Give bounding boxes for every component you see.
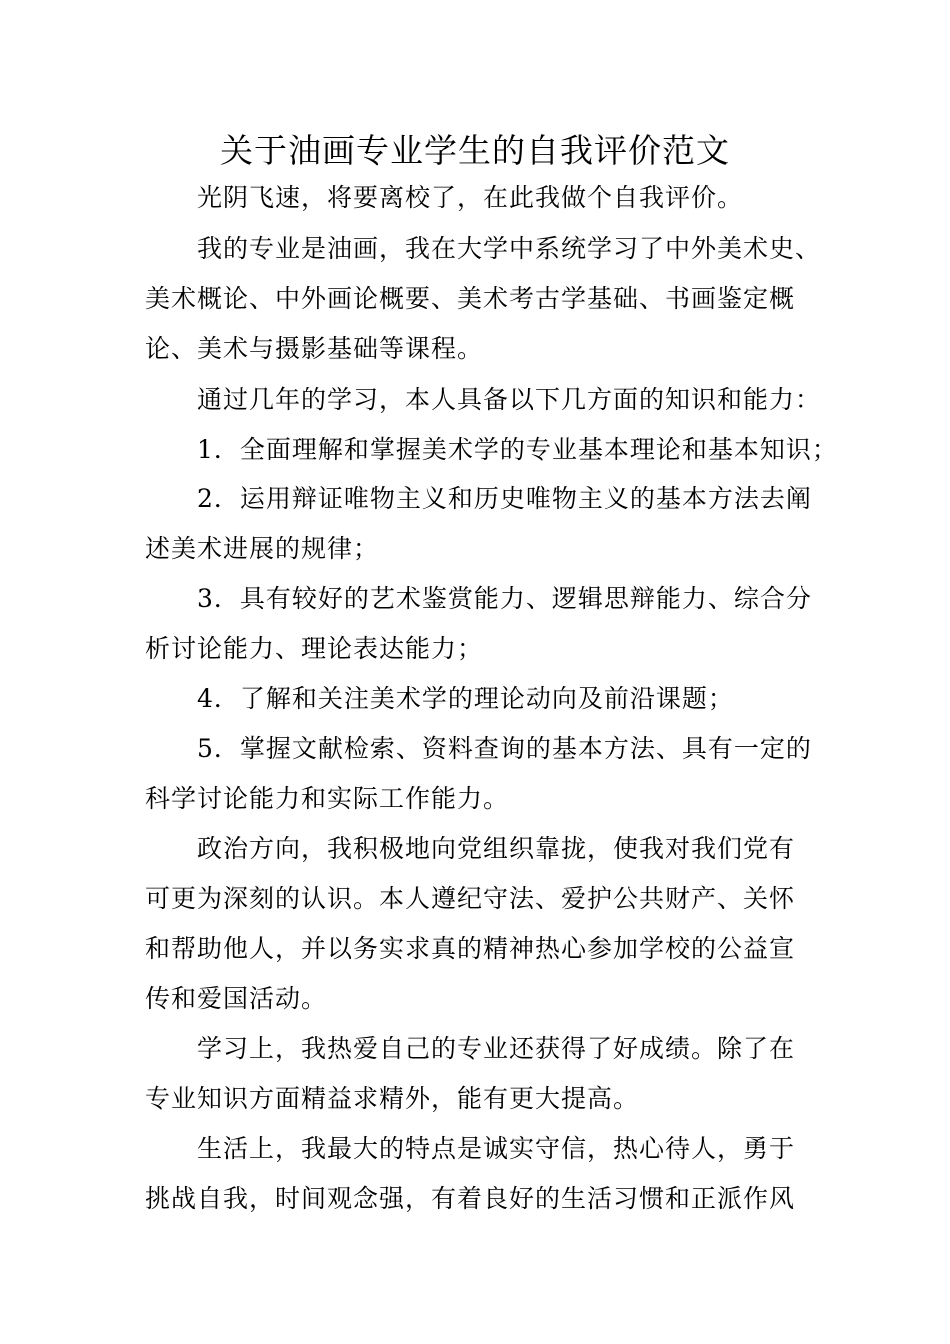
text-line: 光阴飞速，将要离校了，在此我做个自我评价。 bbox=[197, 183, 744, 212]
document-title: 关于油画专业学生的自我评价范文 bbox=[220, 131, 730, 170]
text-line: 政治方向，我积极地向党组织靠拢，使我对我们党有 bbox=[197, 834, 796, 863]
text-line: 我的专业是油画，我在大学中系统学习了中外美术史、 bbox=[197, 234, 822, 263]
text-line: 美术概论、中外画论概要、美术考古学基础、书画鉴定概 bbox=[145, 284, 796, 313]
text-line: 挑战自我，时间观念强，有着良好的生活习惯和正派作风 bbox=[145, 1184, 796, 1213]
text-line: 通过几年的学习，本人具备以下几方面的知识和能力： bbox=[197, 385, 822, 414]
text-line: 和帮助他人，并以务实求真的精神热心参加学校的公益宣 bbox=[145, 934, 796, 963]
text-line: 生活上，我最大的特点是诚实守信，热心待人，勇于 bbox=[197, 1134, 796, 1163]
text-line: 可更为深刻的认识。本人遵纪守法、爱护公共财产、关怀 bbox=[145, 884, 796, 913]
list-item: 1．全面理解和掌握美术学的专业基本理论和基本知识； bbox=[197, 435, 838, 464]
list-item: 2．运用辩证唯物主义和历史唯物主义的基本方法去阐 bbox=[197, 484, 812, 513]
text-line: 论、美术与摄影基础等课程。 bbox=[145, 334, 484, 363]
text-line: 传和爱国活动。 bbox=[145, 984, 328, 1013]
list-item: 3．具有较好的艺术鉴赏能力、逻辑思辩能力、综合分 bbox=[197, 584, 812, 613]
list-item: 5．掌握文献检索、资料查询的基本方法、具有一定的 bbox=[197, 734, 812, 763]
text-line: 学习上，我热爱自己的专业还获得了好成绩。除了在 bbox=[197, 1034, 796, 1063]
text-line: 科学讨论能力和实际工作能力。 bbox=[145, 784, 510, 813]
text-line: 专业知识方面精益求精外，能有更大提高。 bbox=[145, 1084, 640, 1113]
text-line: 述美术进展的规律； bbox=[145, 534, 380, 563]
text-line: 析讨论能力、理论表达能力； bbox=[145, 634, 484, 663]
list-item: 4．了解和关注美术学的理论动向及前沿课题； bbox=[197, 684, 734, 713]
